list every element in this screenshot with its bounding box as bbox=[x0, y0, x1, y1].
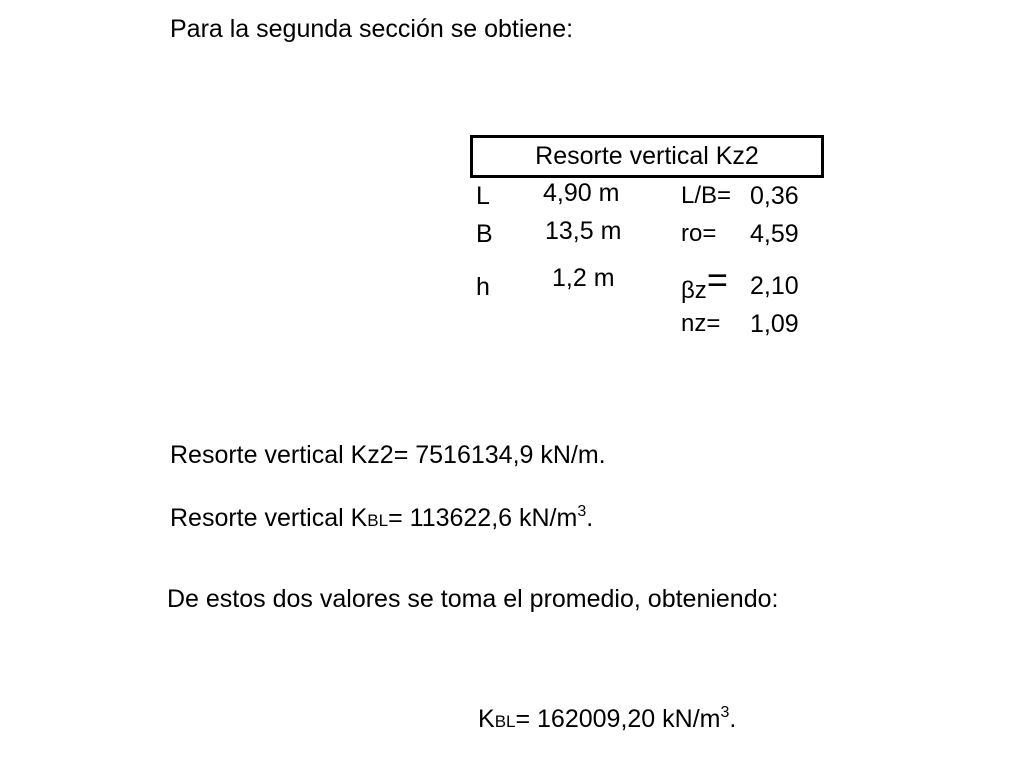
table-header-box bbox=[470, 135, 824, 178]
param-label-betaz-equals: = bbox=[706, 259, 728, 300]
final-kbl-text bbox=[478, 704, 736, 737]
result-kbl-suffix: . bbox=[586, 504, 594, 532]
row-label-B: B bbox=[476, 220, 493, 248]
param-label-betaz bbox=[681, 259, 728, 306]
average-text: De estos dos valores se toma el promedio, obteniendo: bbox=[167, 585, 779, 613]
row-label-L: L bbox=[476, 182, 490, 210]
final-kbl-value: = 162009,20 kN/m bbox=[515, 705, 721, 733]
param-label-ro: ro= bbox=[681, 220, 717, 247]
result-kz2-text: Resorte vertical Kz2= 7516134,9 kN/m. bbox=[170, 441, 606, 469]
final-kbl-subscript: BL bbox=[494, 712, 516, 731]
param-value-nz: 1,09 bbox=[750, 310, 799, 338]
param-label-betaz-main: βz bbox=[681, 277, 707, 304]
param-label-nz: nz= bbox=[681, 310, 721, 337]
row-value-h: 1,2 m bbox=[552, 264, 615, 292]
intro-text: Para la segunda sección se obtiene: bbox=[170, 15, 574, 43]
final-kbl-prefix: K bbox=[478, 705, 495, 733]
final-kbl-suffix: . bbox=[729, 705, 737, 733]
param-value-betaz: 2,10 bbox=[750, 272, 799, 300]
result-kbl-value: = 113622,6 kN/m bbox=[388, 504, 578, 532]
param-value-lb: 0,36 bbox=[750, 182, 799, 210]
result-kbl-prefix: Resorte vertical K bbox=[170, 504, 368, 532]
param-value-ro: 4,59 bbox=[750, 220, 799, 248]
row-value-B: 13,5 m bbox=[545, 217, 622, 245]
row-value-L: 4,90 m bbox=[543, 179, 620, 207]
result-kbl-superscript: 3 bbox=[577, 503, 587, 520]
result-kbl-text bbox=[170, 503, 593, 536]
result-kbl-subscript: BL bbox=[367, 511, 389, 530]
final-kbl-superscript: 3 bbox=[720, 704, 730, 721]
row-label-h: h bbox=[476, 273, 490, 301]
table-title: Resorte vertical Kz2 bbox=[535, 142, 759, 170]
param-label-lb: L/B= bbox=[681, 182, 732, 209]
